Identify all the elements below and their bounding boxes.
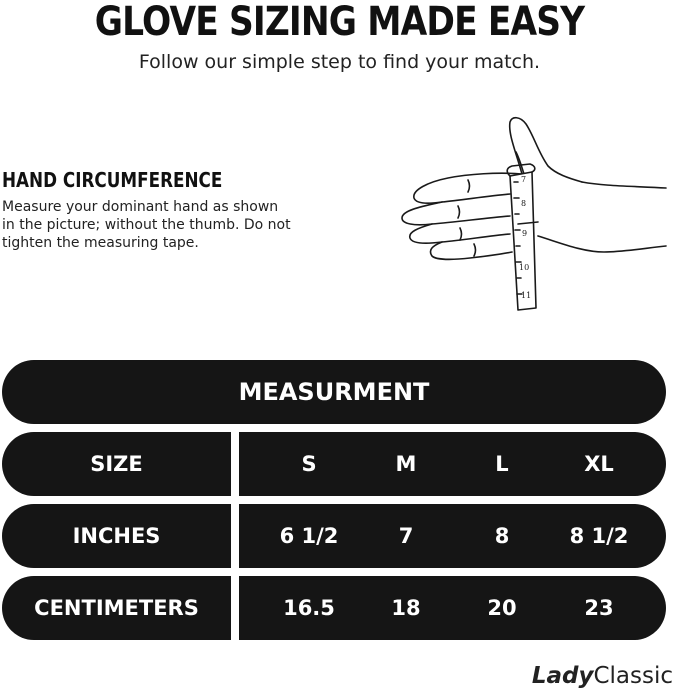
row-divider xyxy=(231,432,239,496)
row-divider xyxy=(231,504,239,568)
table-header-band xyxy=(2,360,666,424)
row-label-inches: INCHES xyxy=(72,524,161,548)
tape-mark-11: 11 xyxy=(521,291,532,300)
cell-inches-m: 7 xyxy=(398,524,414,548)
cell-size-xl: XL xyxy=(584,452,614,476)
cell-cm-m: 18 xyxy=(391,596,421,620)
cell-cm-xl: 23 xyxy=(584,596,614,620)
instruction-line-3: tighten the measuring tape. xyxy=(2,235,199,251)
hand-measuring-icon xyxy=(398,112,670,312)
cell-inches-l: 8 xyxy=(494,524,510,548)
cell-inches-xl: 8 1/2 xyxy=(569,524,629,548)
row-divider xyxy=(231,576,239,640)
page-title: GLOVE SIZING MADE EASY xyxy=(94,0,585,45)
section-instructions xyxy=(2,198,362,252)
tape-mark-9: 9 xyxy=(522,229,528,238)
table-header-label: MEASURMENT xyxy=(238,378,430,406)
brand-logo xyxy=(532,663,673,689)
instruction-line-2: in the picture; without the thumb. Do not xyxy=(2,217,291,233)
cell-size-l: L xyxy=(495,452,509,476)
brand-part-2: Classic xyxy=(593,663,673,689)
cell-inches-s: 6 1/2 xyxy=(279,524,339,548)
table-row-inches xyxy=(2,504,666,568)
tape-mark-7: 7 xyxy=(521,175,527,184)
tape-mark-8: 8 xyxy=(521,199,527,208)
cell-size-m: M xyxy=(395,452,417,476)
cell-cm-s: 16.5 xyxy=(283,596,335,620)
table-row-centimeters xyxy=(2,576,666,640)
cell-size-s: S xyxy=(301,452,317,476)
row-label-size: SIZE xyxy=(90,452,143,476)
section-heading: HAND CIRCUMFERENCE xyxy=(2,168,223,192)
brand-part-1: Lady xyxy=(531,663,594,689)
page-subtitle: Follow our simple step to find your match. xyxy=(138,51,541,73)
table-row-size xyxy=(2,432,666,496)
tape-mark-10: 10 xyxy=(519,263,530,272)
cell-cm-l: 20 xyxy=(487,596,517,620)
instruction-line-1: Measure your dominant hand as shown xyxy=(2,199,279,215)
row-label-centimeters: CENTIMETERS xyxy=(34,596,199,620)
